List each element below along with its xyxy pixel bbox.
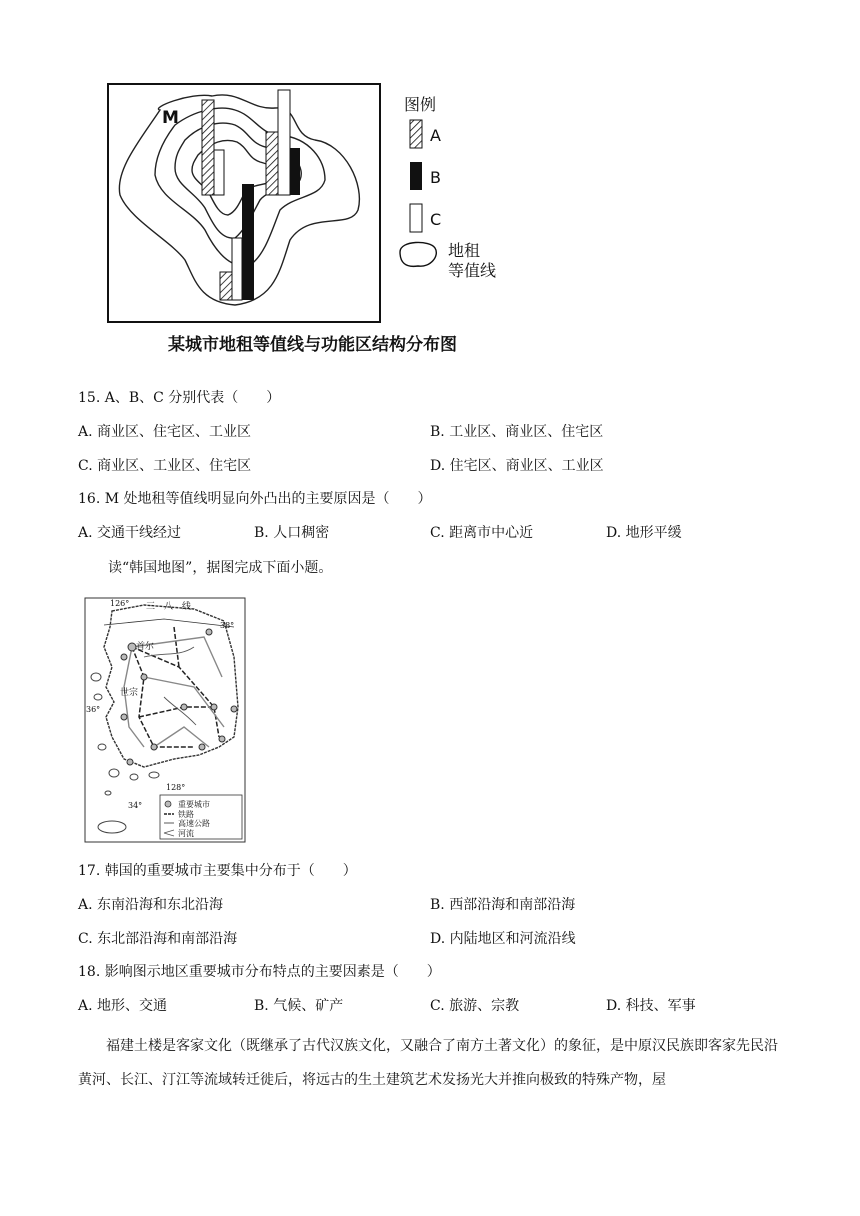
q16-option-b[interactable]: B. 人口稠密 [254,525,330,541]
legend-label-b: B [430,168,441,187]
korea-lat-38: 38° [220,621,235,630]
legend-contour-label-2: 等值线 [448,261,497,280]
map-label-m: M [162,108,179,128]
korea-city-seoul: 首尔 [136,642,155,652]
q15-option-a[interactable]: A. 商业区、住宅区、工业区 [78,424,252,440]
korea-lat-36: 36° [86,705,101,714]
q18-stem: 18. 影响图示地区重要城市分布特点的主要因素是（ ） [78,964,441,980]
korea-legend-highway: 高速公路 [178,819,210,828]
q16-option-c[interactable]: C. 距离市中心近 [430,525,534,541]
korea-lon-128: 128° [166,783,186,792]
korea-map-figure [84,597,246,843]
q18-option-c[interactable]: C. 旅游、宗教 [430,998,520,1014]
q16-option-d[interactable]: D. 地形平缓 [606,525,682,541]
legend-label-c: C [430,210,442,229]
korea-legend-river: 河流 [178,829,194,838]
q15-stem: 15. A、B、C 分别代表（ ） [78,390,281,406]
q15-option-c[interactable]: C. 商业区、工业区、住宅区 [78,458,252,474]
legend-swatch-a [410,120,422,148]
legend-title: 图例 [404,95,437,114]
q17-option-c[interactable]: C. 东北部沿海和南部沿海 [78,931,238,947]
legend-swatch-c [410,204,422,232]
tulou-passage: 福建土楼是客家文化（既继承了古代汉族文化，又融合了南方土著文化）的象征，是中原汉民族即客家先民沿黄河、长江、汀江等流域转迁徙后，将远古的生土建筑艺术发扬光大并推向极致的特殊产物，屋 [78,1038,778,1088]
q15-option-d[interactable]: D. 住宅区、商业区、工业区 [430,458,604,474]
q18-option-a[interactable]: A. 地形、交通 [78,998,168,1014]
korea-lat-34: 34° [128,801,143,810]
korea-38-line-label: 三 八 线 [146,602,192,612]
land-rent-figure [100,80,540,360]
q16-stem: 16. M 处地租等值线明显向外凸出的主要原因是（ ） [78,491,432,507]
q17-option-d[interactable]: D. 内陆地区和河流沿线 [430,931,576,947]
q17-option-a[interactable]: A. 东南沿海和东北沿海 [78,897,224,913]
figure1-caption: 某城市地租等值线与功能区结构分布图 [168,335,457,355]
korea-lon-126: 126° [110,599,130,608]
q17-option-b[interactable]: B. 西部沿海和南部沿海 [430,897,576,913]
q16-option-a[interactable]: A. 交通干线经过 [78,525,182,541]
korea-map [84,597,246,843]
q18-option-d[interactable]: D. 科技、军事 [606,998,696,1014]
korea-intro: 读“韩国地图”，据图完成下面小题。 [108,560,333,576]
legend-label-a: A [430,126,441,145]
korea-legend-rail: 铁路 [178,810,194,819]
legend-swatch-b [410,162,422,190]
korea-legend-city: 重要城市 [178,800,210,809]
korea-city-sejong: 世宗 [120,688,139,698]
legend-contour-symbol [400,242,436,266]
q17-stem: 17. 韩国的重要城市主要集中分布于（ ） [78,863,357,879]
legend-contour-label-1: 地租 [448,241,481,260]
q15-option-b[interactable]: B. 工业区、商业区、住宅区 [430,424,604,440]
q18-option-b[interactable]: B. 气候、矿产 [254,998,344,1014]
